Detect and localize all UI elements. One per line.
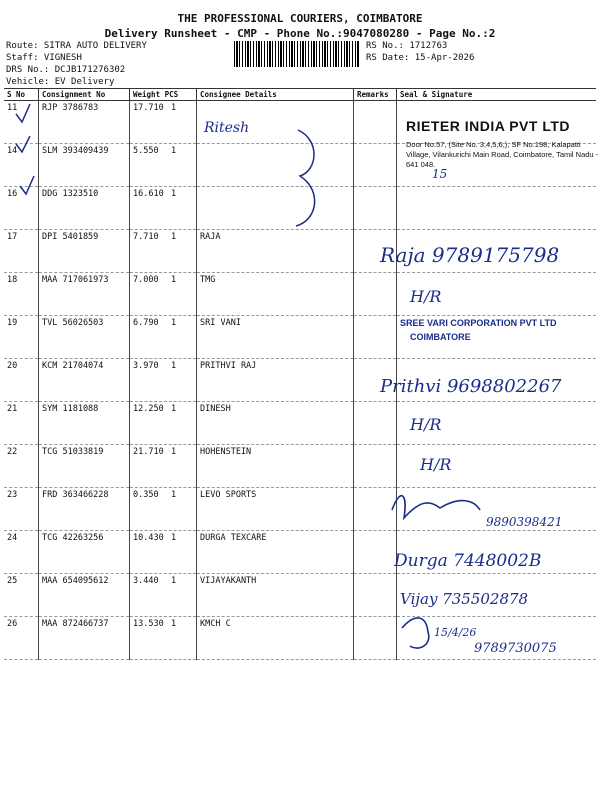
row-consignee: LEVO SPORTS — [197, 488, 354, 531]
row-sno: 16 — [4, 187, 39, 230]
row-weight: 13.530 — [133, 619, 164, 629]
row-sno: 11 — [4, 101, 39, 144]
hr-mark-1: H/R — [410, 287, 442, 306]
sig-kmch-date: 15/4/26 — [434, 626, 477, 639]
drs-label: DRS No.: DCJB171276302 — [6, 65, 126, 75]
stamp-address: Door No.57, (Site No. 3,4,5,6,), SF No.198, Kalapatti Village, Vilankurichi Main Road, Coimbatore, Tamil Nadu - 641 048. — [406, 140, 599, 169]
row-sno: 26 — [4, 617, 39, 660]
row-weight: 17.710 — [133, 103, 164, 113]
hr-mark-2: H/R — [410, 415, 442, 434]
sig-kmch-scribble — [402, 618, 429, 648]
row-consignment-no: MAA 872466737 — [39, 617, 130, 660]
rs-number: RS No.: 1712763 — [366, 41, 448, 51]
runsheet-title: Delivery Runsheet - CMP - Phone No.:9047080280 - Page No.:2 — [104, 27, 496, 40]
row-sno: 25 — [4, 574, 39, 617]
row-weight: 16.610 — [133, 189, 164, 199]
row-consignee: VIJAYAKANTH — [197, 574, 354, 617]
sig-durga: Durga 7448002B — [394, 551, 542, 571]
row-weight: 7.710 — [133, 232, 159, 242]
row-consignment-no: SLM 393409439 — [39, 144, 130, 187]
row-pcs: 1 — [171, 232, 177, 242]
row-sno: 20 — [4, 359, 39, 402]
row-consignment-no: MAA 654095612 — [39, 574, 130, 617]
row-consignee: RAJA — [197, 230, 354, 273]
row-pcs: 1 — [171, 490, 177, 500]
col-weight-pcs: Weight PCS — [130, 89, 197, 101]
row-consignment-no: TCG 42263256 — [39, 531, 130, 574]
row-pcs: 1 — [171, 275, 177, 285]
srivani-city: COIMBATORE — [410, 332, 471, 342]
row-weight: 21.710 — [133, 447, 164, 457]
row-consignment-no: RJP 3786783 — [39, 101, 130, 144]
row-sno: 19 — [4, 316, 39, 359]
row-pcs: 1 — [171, 189, 177, 199]
tick-mark — [20, 176, 34, 194]
stamp-company: RIETER INDIA PVT LTD — [406, 118, 570, 134]
row-pcs: 1 — [171, 318, 177, 328]
row-sno: 18 — [4, 273, 39, 316]
row-pcs: 1 — [171, 619, 177, 629]
rs-date: RS Date: 15-Apr-2026 — [366, 53, 475, 63]
company-title: THE PROFESSIONAL COURIERS, COIMBATORE — [177, 12, 423, 25]
tick-mark — [16, 104, 30, 122]
row-sno: 17 — [4, 230, 39, 273]
vehicle-label: Vehicle: EV Delivery — [6, 77, 115, 87]
row-consignment-no: TVL 56026503 — [39, 316, 130, 359]
sig-raja: Raja 9789175798 — [380, 243, 560, 267]
row-weight: 10.430 — [133, 533, 164, 543]
row-weight: 3.440 — [133, 576, 159, 586]
col-consignment: Consignment No — [39, 89, 130, 101]
row-weight: 12.250 — [133, 404, 164, 414]
row-pcs: 1 — [171, 146, 177, 156]
sig-ritesh: Ritesh — [204, 120, 250, 136]
staff-label: Staff: VIGNESH — [6, 53, 82, 63]
signature-bracket — [296, 130, 315, 226]
row-sno: 21 — [4, 402, 39, 445]
row-consignee: DURGA TEXCARE — [197, 531, 354, 574]
row-weight: 7.000 — [133, 275, 159, 285]
row-weight: 0.350 — [133, 490, 159, 500]
col-seal: Seal & Signature — [397, 89, 597, 101]
row-consignee: PRITHVI RAJ — [197, 359, 354, 402]
row-sno: 14 — [4, 144, 39, 187]
row-consignment-no: TCG 51033819 — [39, 445, 130, 488]
row-sno: 23 — [4, 488, 39, 531]
row-consignee: KMCH C — [197, 617, 354, 660]
row-weight: 5.550 — [133, 146, 159, 156]
row-pcs: 1 — [171, 576, 177, 586]
hr-mark-3: H/R — [420, 455, 452, 474]
sig-prithvi: Prithvi 9698802267 — [380, 376, 562, 397]
row-pcs: 1 — [171, 103, 177, 113]
sig-levo-phone: 9890398421 — [486, 515, 563, 529]
srivani-stamp: SREE VARI CORPORATION PVT LTD — [400, 318, 557, 328]
row-weight: 6.790 — [133, 318, 159, 328]
route-label: Route: SITRA AUTO DELIVERY — [6, 41, 147, 51]
row-consignment-no: MAA 717061973 — [39, 273, 130, 316]
row-sno: 24 — [4, 531, 39, 574]
row-pcs: 1 — [171, 361, 177, 371]
row-weight: 3.970 — [133, 361, 159, 371]
row-consignment-no: DDG 1323510 — [39, 187, 130, 230]
row-consignment-no: SYM 1181088 — [39, 402, 130, 445]
row-pcs: 1 — [171, 404, 177, 414]
row-consignee: HOHENSTEIN — [197, 445, 354, 488]
col-remarks: Remarks — [354, 89, 397, 101]
stamp-date-mark: 15 — [432, 167, 448, 181]
sig-kmch-phone: 9789730075 — [474, 641, 557, 656]
row-consignee: TMG — [197, 273, 354, 316]
row-consignment-no: DPI 5401859 — [39, 230, 130, 273]
sig-vijay: Vijay 735502878 — [400, 590, 529, 608]
tick-mark — [16, 136, 30, 152]
row-pcs: 1 — [171, 447, 177, 457]
row-consignment-no: KCM 21704074 — [39, 359, 130, 402]
col-sno: S No — [4, 89, 39, 101]
row-consignee: SRI VANI — [197, 316, 354, 359]
row-sno: 22 — [4, 445, 39, 488]
row-pcs: 1 — [171, 533, 177, 543]
row-consignee: DINESH — [197, 402, 354, 445]
col-consignee: Consignee Details — [197, 89, 354, 101]
row-consignment-no: FRD 363466228 — [39, 488, 130, 531]
sig-levo-scribble — [392, 496, 480, 518]
